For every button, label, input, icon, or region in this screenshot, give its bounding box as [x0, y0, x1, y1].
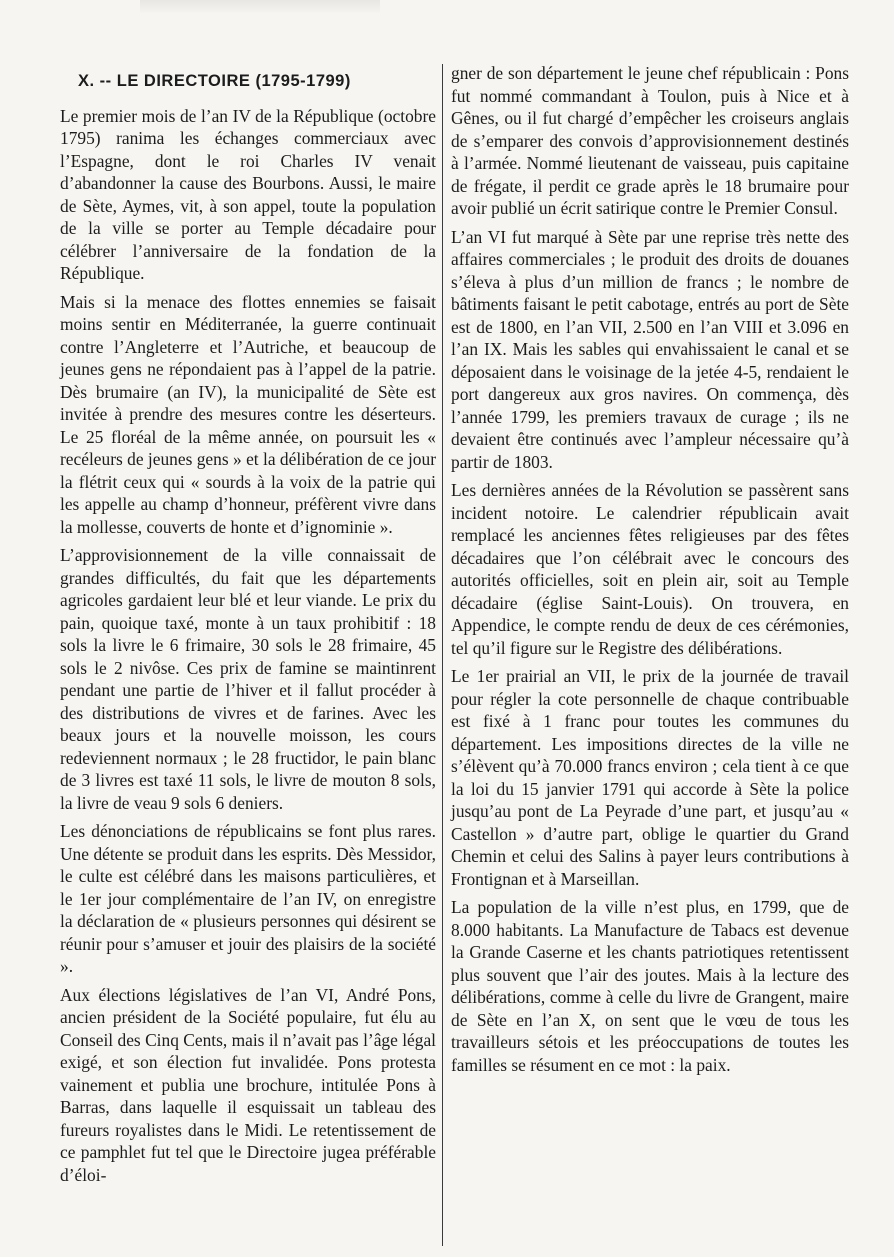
- paragraph-continuation: gner de son département le jeune chef républicain : Pons fut nommé commandant à Toulon, puis à Nice et à Gênes, ou il fut chargé d’empêcher les croiseurs anglais de s’emparer des convois d’approvisionnement destinés à l’armée. Nommé lieutenant de vaisseau, puis capitaine de frégate, il perdit ce grade après le 18 brumaire pour avoir publié un écrit satirique contre le Premier Consul.: [451, 63, 849, 218]
- paragraph: Aux élections législatives de l’an VI, André Pons, ancien président de la Société populaire, fut élu au Conseil des Cinq Cents, mais il n’avait pas l’âge légal exigé, et son élection fut invalidée. Pons protesta vainement et publia une brochure, intitulée Pons à Barras, dans laquelle il esquissait un tableau des fureurs royalistes dans le Midi. Le retentissement de ce pamphlet fut tel que le Directoire jugea préférable d’éloi-: [60, 984, 436, 1185]
- paragraph: La population de la ville n’est plus, en 1799, que de 8.000 habitants. La Manufacture de Tabacs est devenue la Grande Caserne et les chants patriotiques retentissent plus souvent que l’air des joutes. Mais à la lecture des délibérations, comme à celle du livre de Grangent, maire de Sète en l’an X, on sent que le vœu de tous les travailleurs sétois et les préoccupations de toutes les familles se résument en ce mot : la paix.: [451, 897, 849, 1075]
- chapter-heading: X. -- LE DIRECTOIRE (1795-1799): [78, 72, 351, 90]
- right-column: [451, 62, 849, 1082]
- paragraph: L’an VI fut marqué à Sète par une reprise très nette des affaires commerciales ; le produit des droits de douanes s’éleva à plus d’un million de francs ; le nombre de bâtiments faisant le petit cabotage, entrés au port de Sète est de 1800, en l’an VII, 2.500 en l’an VIII et 3.096 en l’an IX. Mais les sables qui envahissaient le canal et se déposaient dans le voisinage de la jetée 4-5, rendaient le port dangereux aux gros navires. On commença, dès l’année 1799, les premiers travaux de curage ; ils ne devaient être continués avec l’ampleur nécessaire qu’à partir de 1803.: [451, 226, 849, 472]
- paragraph: L’approvisionnement de la ville connaissait de grandes difficultés, du fait que les départements agricoles gardaient leur blé et leur viande. Le prix du pain, quoique taxé, monte à un taux prohibitif : 18 sols la livre le 6 frimaire, 30 sols le 28 frimaire, 45 sols le 2 nivôse. Ces prix de famine se maintinrent pendant une partie de l’hiver et il fallut procéder à des distributions de vivres et de farines. Avec les beaux jours et la nouvelle moisson, les cours redeviennent normaux ; le 28 fructidor, le pain blanc de 3 livres est taxé 11 sols, le livre de mouton 8 sols, la livre de veau 9 sols 6 deniers.: [60, 545, 436, 813]
- paragraph: Le 1er prairial an VII, le prix de la journée de travail pour régler la cote personnelle de chaque contribuable est fixé à 1 franc pour toutes les communes du département. Les impositions directes de la ville ne s’élèvent qu’à 70.000 francs environ ; cela tient à ce que la loi du 15 janvier 1791 qui accorde à Sète la police jusqu’au pont de La Peyrade d’une part, et jusqu’au « Castellon » d’autre part, oblige le quartier du Grand Chemin et celui des Salins à payer leurs contributions à Frontignan et à Marseillan.: [451, 666, 849, 889]
- column-divider: [442, 64, 443, 1246]
- faded-page-header: [140, 0, 380, 14]
- paragraph: Les dénonciations de républicains se font plus rares. Une détente se produit dans les esprits. Dès Messidor, le culte est célébré dans les maisons particulières, et le 1er jour complémentaire de l’an IV, on enregistre la déclaration de « plusieurs personnes qui désirent se réunir pour s’amuser et jouir des plaisirs de la société ».: [60, 821, 436, 976]
- paragraph: Le premier mois de l’an IV de la République (octobre 1795) ranima les échanges commerciaux avec l’Espagne, dont le roi Charles IV venait d’abandonner la cause des Bourbons. Aussi, le maire de Sète, Aymes, vit, à son appel, toute la population de la ville se porter au Temple décadaire pour célébrer l’anniversaire de la fondation de la République.: [60, 105, 436, 283]
- left-column: [60, 62, 436, 1192]
- paragraph: Mais si la menace des flottes ennemies se faisait moins sentir en Méditerranée, la guerre continuait contre l’Angleterre et l’Autriche, et beaucoup de jeunes gens ne répondaient pas à l’appel de la patrie. Dès brumaire (an IV), la municipalité de Sète est invitée à prendre des mesures contre les déserteurs. Le 25 floréal de la même année, on poursuit les « recéleurs de jeunes gens » et la délibération de ce jour la flétrit ceux qui « sourds à la voix de la patrie qui les appelle au champ d’honneur, préfèrent vivre dans la mollesse, couverts de honte et d’ignominie ».: [60, 291, 436, 537]
- paragraph: Les dernières années de la Révolution se passèrent sans incident notoire. Le calendrier républicain avait remplacé les anciennes fêtes religieuses par des fêtes décadaires que l’on célébrait avec le concours des autorités officielles, soit en plein air, soit au Temple décadaire (église Saint-Louis). On trouvera, en Appendice, le compte rendu de deux de ces cérémonies, tel qu’il figure sur le Registre des délibérations.: [451, 480, 849, 658]
